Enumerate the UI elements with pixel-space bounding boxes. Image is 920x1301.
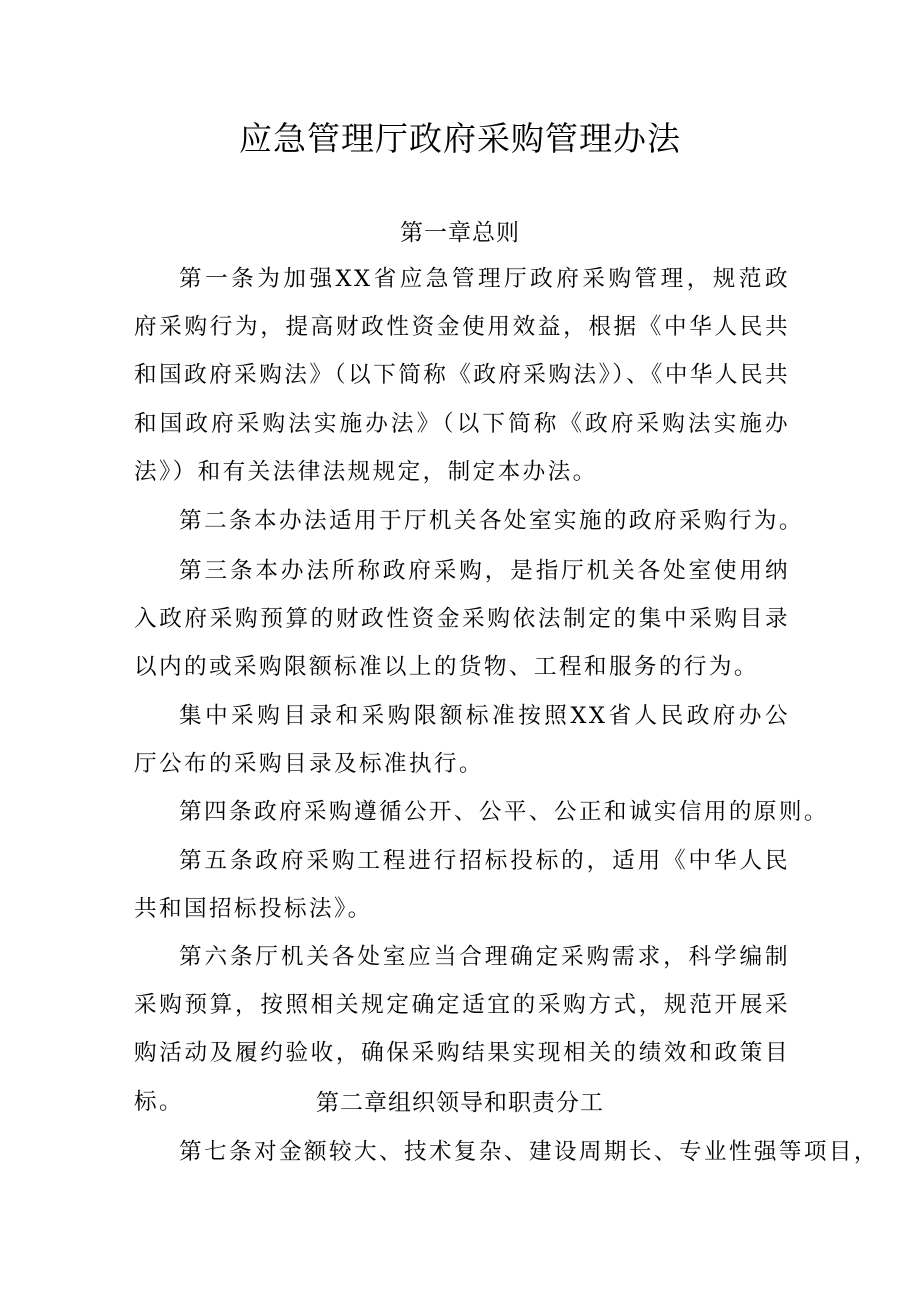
document-title: 应急管理厅政府采购管理办法 xyxy=(239,119,681,158)
article-3: 第三条本办法所称政府采购，是指厅机关各处室使用纳入政府采购预算的财政性资金采购依法制定的集中采购目录以内的或采购限额标准以上的货物、工程和服务的行为。 xyxy=(134,558,790,681)
article-2: 第二条本办法适用于厅机关各处室实施的政府采购行为。 xyxy=(179,508,804,534)
article-1: 第一条为加强XX省应急管理厅政府采购管理，规范政府采购行为，提高财政性资金使用效益，根据《中华人民共和国政府采购法》（以下简称《政府采购法》）、《中华人民共和国政府采购法实施办法》（以下简称《政府采购法实施办法》）和有关法律法规规定，制定本办法。 xyxy=(134,266,790,485)
article-3-paragraph-2: 集中采购目录和采购限额标准按照XX省人民政府办公厅公布的采购目录及标准执行。 xyxy=(134,703,790,778)
article-4: 第四条政府采购遵循公开、公平、公正和诚实信用的原则。 xyxy=(179,799,829,825)
chapter-heading-1: 第一章总则 xyxy=(400,220,520,246)
article-6: 第六条厅机关各处室应当合理确定采购需求，科学编制采购预算，按照相关规定确定适宜的采购方式，规范开展采购活动及履约验收，确保采购结果实现相关的绩效和政策目标。 xyxy=(134,944,790,1115)
article-5: 第五条政府采购工程进行招标投标的，适用《中华人民共和国招标投标法》。 xyxy=(134,848,790,923)
chapter-heading-2: 第二章组织领导和职责分工 xyxy=(316,1090,604,1116)
article-7: 第七条对金额较大、技术复杂、建设周期长、专业性强等项目， xyxy=(179,1139,879,1165)
